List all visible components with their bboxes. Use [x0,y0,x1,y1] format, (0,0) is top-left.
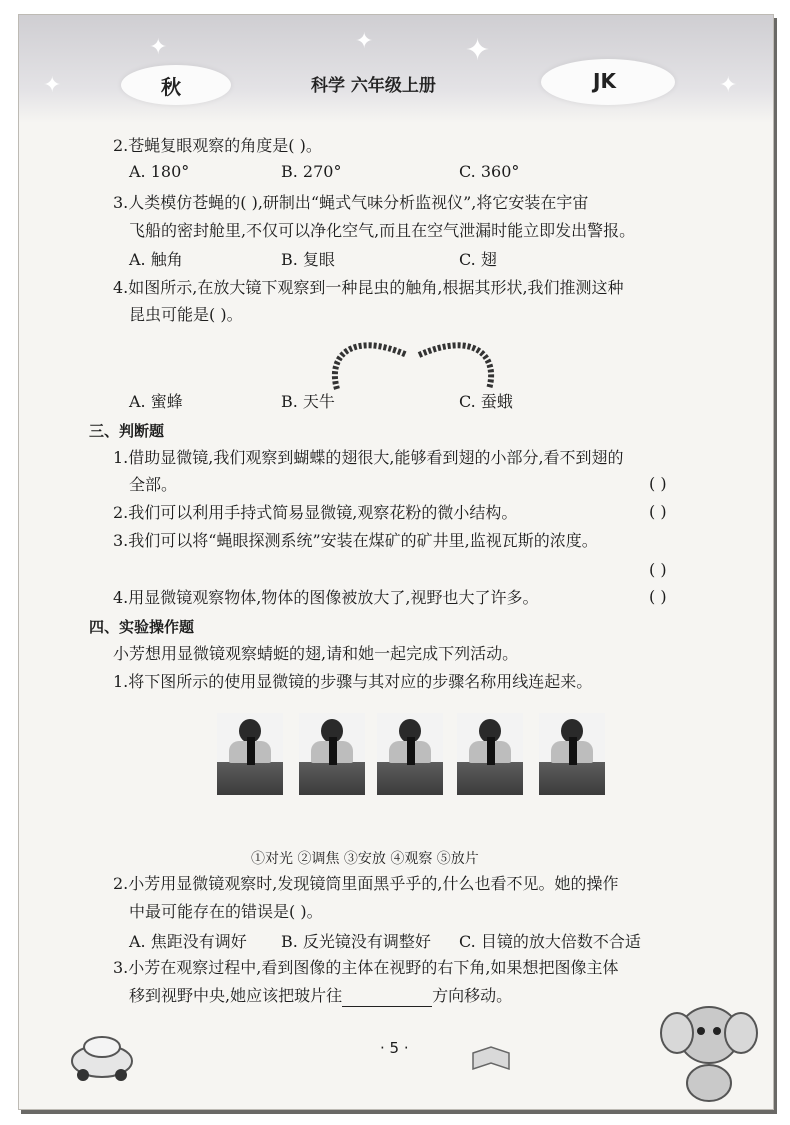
judge-1-answer[interactable]: ( ) [649,474,667,493]
microscope-photo-3 [377,713,443,795]
star-icon: ✦ [43,73,62,98]
section-4-heading: 四、实验操作题 [89,618,195,636]
judge-1-line1: 1.借助显微镜,我们观察到蝴蝶的翅很大,能够看到翅的小部分,看不到翅的 [113,448,624,467]
judge-3-line1: 3.我们可以将“蝇眼探测系统”安装在煤矿的矿井里,监视瓦斯的浓度。 [113,531,598,550]
q2-option-c: C. 360° [459,162,520,181]
question-3-line2: 飞船的密封舱里,不仅可以净化空气,而且在空气泄漏时能立即发出警报。 [129,221,636,240]
q4-option-b: B. 天牛 [281,392,335,411]
microscope-photo-2 [299,713,365,795]
antenna-left [335,345,407,389]
step-names: ①对光 ②调焦 ③安放 ④观察 ⑤放片 [251,851,479,867]
question-3-line1: 3.人类模仿苍蝇的( ),研制出“蝇式气味分析监视仪”,将它安装在宇宙 [113,193,589,212]
experiment-q2-line2: 中最可能存在的错误是( )。 [129,902,323,921]
star-icon: ✦ [355,29,374,54]
header-edition: JK [593,69,616,93]
section-4-intro: 小芳想用显微镜观察蜻蜓的翅,请和她一起完成下列活动。 [113,644,519,663]
direction-answer-blank[interactable] [342,988,432,1007]
star-icon: ✦ [719,73,738,98]
q2-option-a: A. 180° [129,162,190,181]
star-icon: ✦ [149,35,168,60]
q3-option-b: B. 复眼 [281,250,335,269]
judge-1-line2: 全部。 [129,475,178,494]
antenna-right [419,345,491,389]
page-number: · 5 · [380,1039,409,1057]
question-2-stem: 2.苍蝇复眼观察的角度是( )。 [113,136,322,155]
q2x-option-c: C. 目镜的放大倍数不合适 [459,932,641,951]
section-3-heading: 三、判断题 [89,422,165,440]
judge-3-answer[interactable]: ( ) [649,560,667,579]
experiment-q1: 1.将下图所示的使用显微镜的步骤与其对应的步骤名称用线连起来。 [113,672,593,691]
judge-2-line1: 2.我们可以利用手持式简易显微镜,观察花粉的微小结构。 [113,503,518,522]
workbook-page [18,14,774,1110]
q3-option-a: A. 触角 [129,250,183,269]
q4-option-c: C. 蚕蛾 [459,392,513,411]
q2x-option-a: A. 焦距没有调好 [129,932,247,951]
judge-4-answer[interactable]: ( ) [649,587,667,606]
q2x-option-b: B. 反光镜没有调整好 [281,932,431,951]
question-4-line1: 4.如图所示,在放大镜下观察到一种昆虫的触角,根据其形状,我们推测这种 [113,278,624,297]
microscope-photo-1 [217,713,283,795]
judge-2-answer[interactable]: ( ) [649,502,667,521]
q3-option-c: C. 翅 [459,250,497,269]
q2-option-b: B. 270° [281,162,342,181]
header-title: 科学 六年级上册 [311,76,436,96]
microscope-photo-5 [539,713,605,795]
car-cartoon-icon [67,1027,137,1083]
book-icon [471,1043,511,1073]
question-4-line2: 昆虫可能是( )。 [129,305,243,324]
star-icon: ✦ [465,33,491,68]
header-season: 秋 [161,75,181,99]
q4-option-a: A. 蜜蜂 [129,392,183,411]
elephant-cartoon-icon [659,995,759,1105]
q3-line2-prefix: 移到视野中央,她应该把玻片往 [129,986,343,1005]
microscope-photo-4 [457,713,523,795]
q3-line2-suffix: 方向移动。 [432,986,513,1005]
experiment-q3-line1: 3.小芳在观察过程中,看到图像的主体在视野的右下角,如果想把图像主体 [113,958,619,977]
experiment-q2-line1: 2.小芳用显微镜观察时,发现镜筒里面黑乎乎的,什么也看不见。她的操作 [113,874,619,893]
antenna-figure [323,325,503,395]
experiment-q3-line2 [129,985,512,1007]
judge-4-line1: 4.用显微镜观察物体,物体的图像被放大了,视野也大了许多。 [113,588,539,607]
